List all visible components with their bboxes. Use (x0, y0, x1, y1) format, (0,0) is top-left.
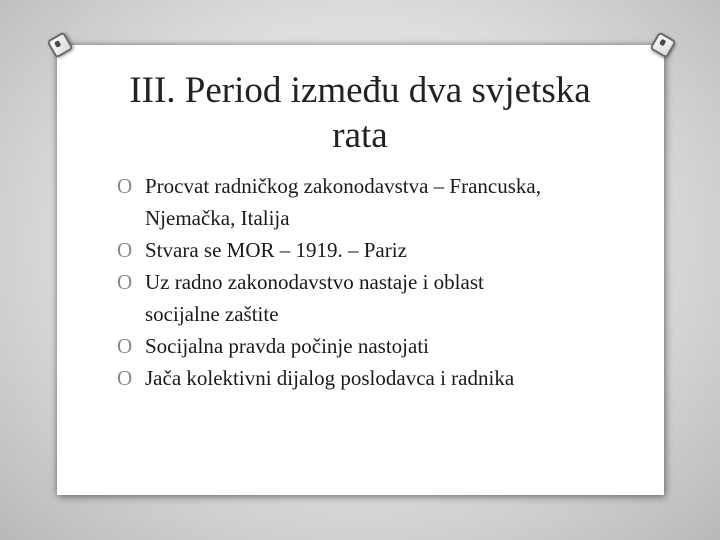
slide-title-line: rata (332, 115, 388, 157)
bullet-marker: O (117, 366, 133, 390)
bullet-marker: O (117, 238, 133, 262)
bullet-line: Uz radno zakonodavstvo nastaje i oblast (145, 270, 484, 294)
bullet-marker: O (117, 174, 133, 198)
bullet-line: Procvat radničkog zakonodavstva – Francuska, (145, 174, 541, 198)
slide-title-line: III. Period između dva svjetska (129, 70, 591, 111)
list-item (117, 266, 637, 330)
bullet-line: Stvara se MOR – 1919. – Pariz (145, 238, 407, 262)
list-item (117, 170, 637, 234)
list-item (117, 362, 637, 394)
bullet-line: Socijalna pravda počinje nastojati (145, 334, 429, 358)
bullet-list (117, 170, 637, 394)
bullet-text (145, 330, 637, 362)
bullet-text (145, 234, 637, 266)
bullet-text (145, 362, 637, 394)
bullet-line: Njemačka, Italija (145, 206, 290, 230)
bullet-marker: O (117, 270, 133, 294)
slide-title (0, 68, 720, 158)
bullet-line: Jača kolektivni dijalog poslodavca i radnika (145, 366, 515, 390)
bullet-marker: O (117, 334, 133, 358)
bullet-text (145, 266, 637, 330)
bullet-line: socijalne zaštite (145, 302, 279, 326)
bullet-text (145, 170, 637, 234)
list-item (117, 234, 637, 266)
list-item (117, 330, 637, 362)
